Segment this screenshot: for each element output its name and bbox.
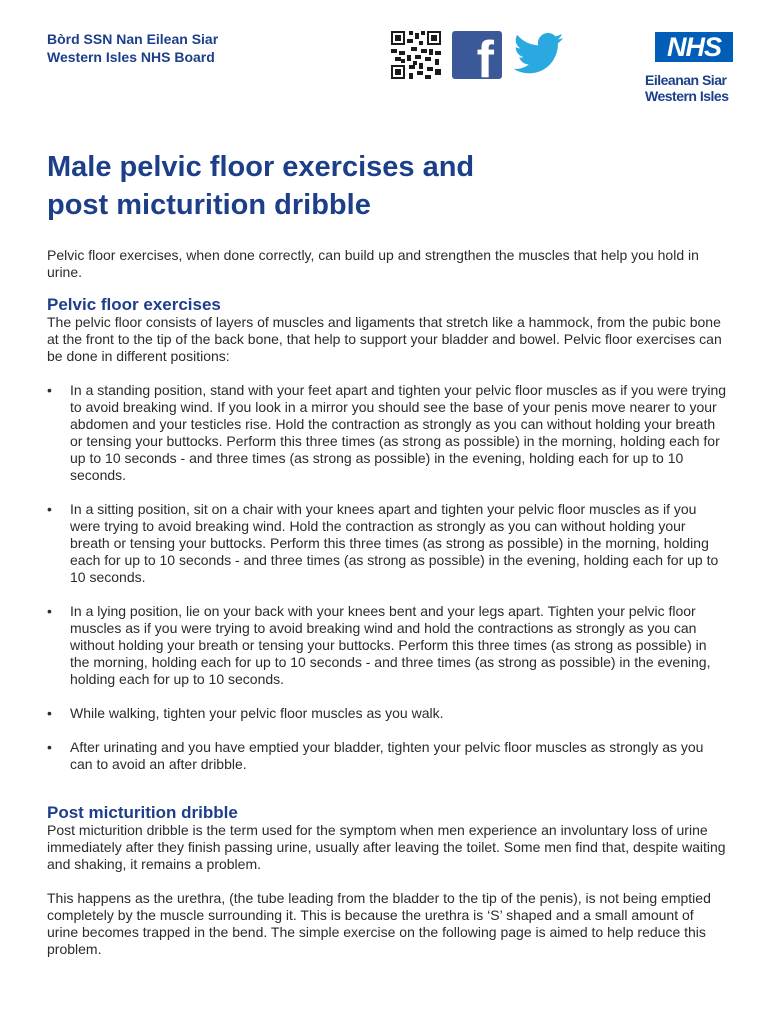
bullet-icon: • (47, 501, 52, 517)
list-item-text: In a lying position, lie on your back with your knees bent and your legs apart. Tighten your pelvic floor muscles as if you were trying to avoid breaking wind and hold the contractions as strongly as you can without holding your breath or tensing your buttocks. Perform this three times (as strong as possible) in the morning, holding each for up to 10 seconds - and three times (as strong as possible) in the evening, holding each for up to 10 seconds. (70, 603, 711, 687)
nhs-region (645, 72, 729, 104)
nhs-region-english: Western Isles (645, 88, 729, 104)
list-item (47, 603, 727, 688)
nhs-region-gaelic: Eileanan Siar (645, 72, 727, 88)
nhs-logo-text: NHS (666, 32, 721, 62)
list-item-text: In a standing position, stand with your feet apart and tighten your pelvic floor muscles as if you were trying to avoid breaking wind. If you look in a mirror you should see the base of your penis move nearer to your abdomen and your testicles rise. Hold the contraction as strongly as you can without holding your breath or tensing your buttocks. Perform this three times (as strong as possible) in the morning, holding each for up to 10 seconds - and three times (as strong as possible) in the evening, holding each for up to 10 seconds. (70, 382, 727, 483)
intro-paragraph: Pelvic floor exercises, when done correctly, can build up and strengthen the muscles that help you hold in urine. (47, 247, 699, 280)
page-title-line1: Male pelvic floor exercises and (47, 151, 475, 183)
list-item (47, 705, 727, 722)
page-title (47, 148, 474, 224)
pelvic-floor-paragraph: The pelvic floor consists of layers of muscles and ligaments that stretch like a hammock, from the pubic bone at the front to the tip of the back bone, that help to support your bladder and bowel. Pelvic floor exercises can be done in different positions: (47, 314, 722, 364)
page-title-line2: post micturition dribble (47, 189, 371, 221)
bullet-icon: • (47, 739, 52, 755)
bullet-icon: • (47, 603, 52, 619)
organisation-name (47, 30, 218, 66)
list-item-text: While walking, tighten your pelvic floor muscles as you walk. (70, 705, 444, 721)
exercise-list (47, 382, 727, 773)
organisation-name-gaelic: Bòrd SSN Nan Eilean Siar (47, 31, 219, 47)
section-heading-dribble: Post micturition dribble (47, 803, 238, 822)
twitter-icon[interactable] (510, 33, 568, 75)
organisation-name-english: Western Isles NHS Board (47, 49, 215, 65)
bullet-icon: • (47, 705, 52, 721)
dribble-paragraph-2: This happens as the urethra, (the tube leading from the bladder to the tip of the penis), is not being emptied completely by the muscle surrounding it. This is because the urethra is ‘S’ shaped and a small amount of urine becomes trapped in the bend. The simple exercise on the following page is aimed to help reduce this problem. (47, 890, 711, 957)
document-body (47, 247, 727, 958)
dribble-paragraph-1: Post micturition dribble is the term used for the symptom when men experience an involuntary loss of urine immediately after they finish passing urine, usually after leaving the toilet. Some men find that, despite waiting and shaking, it remains a problem. (47, 822, 726, 872)
list-item (47, 382, 727, 484)
nhs-logo (655, 32, 733, 62)
list-item-text: In a sitting position, sit on a chair with your knees apart and tighten your pelvic floor muscles as if you were trying to avoid breaking wind. Hold the contraction as strongly as you can without holding your breath or tensing your buttocks. Perform this three times (as strong as possible) in the morning, holding each for up to 10 seconds - and three times (as strong as possible) in the evening, holding each for up to 10 seconds. (70, 501, 719, 585)
section-heading-pelvic-floor: Pelvic floor exercises (47, 295, 221, 314)
facebook-glyph: f (476, 31, 494, 79)
facebook-icon[interactable] (452, 31, 502, 79)
list-item (47, 501, 727, 586)
qr-code-icon[interactable] (391, 31, 441, 79)
bullet-icon: • (47, 382, 52, 398)
list-item-text: After urinating and you have emptied your bladder, tighten your pelvic floor muscles as strongly as you can to avoid an after dribble. (70, 739, 704, 772)
list-item (47, 739, 727, 773)
